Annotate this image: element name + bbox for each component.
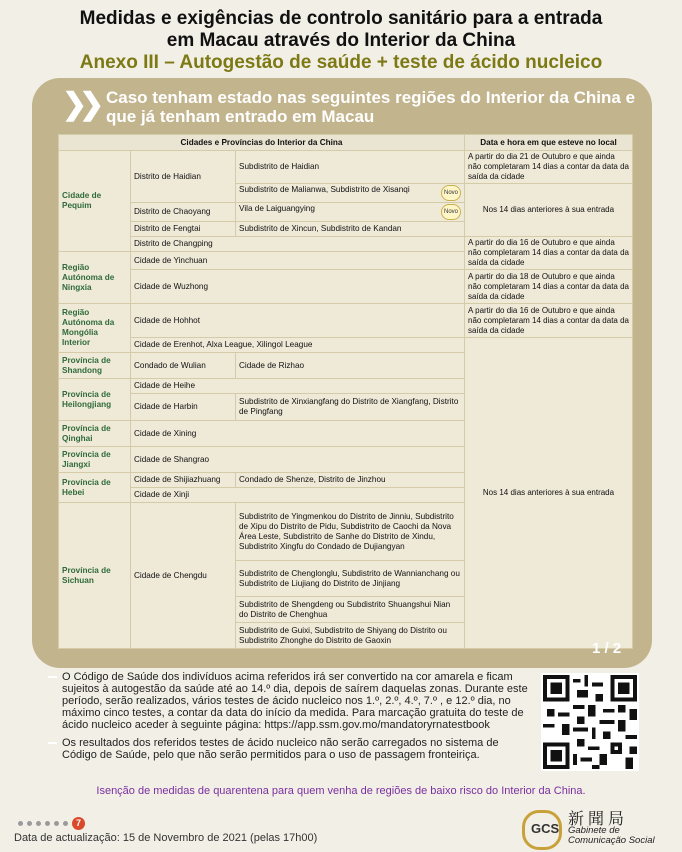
double-chevron-icon: ❯❯ [62,88,97,121]
column-header-regions: Cidades e Províncias do Interior da China [59,135,465,151]
pager-dot[interactable] [18,821,23,826]
table-row [59,151,633,184]
district-text: Vila de Laiguangying [239,204,315,213]
province-cell: Província de Sichuan [59,503,131,649]
province-cell: Cidade de Pequim [59,151,131,252]
quarantine-exemption-link[interactable]: Isenção de medidas de quarentena para quem venha de regiões de baixo risco do Interior da China. [96,785,586,797]
table-row [59,237,633,252]
section-header: Caso tenham estado nas seguintes regiões do Interior da China e que já tenham entrado em Macau [106,88,636,126]
table-header-row [59,135,633,151]
bullet-dash-icon [48,742,57,744]
city-cell: Cidade de Shijiazhuang [131,473,236,488]
title-line-2: em Macau através do Interior da China [166,30,516,51]
logo-portuguese-name: Gabinete de Comunicação Social [568,825,655,846]
district-cell: Subdistrito de Shengdeng ou Subdistrito Shuangshui Nian do Distrito de Chenghua [236,597,465,623]
page-pager [18,815,85,827]
logo-chinese-name: 新聞局 [568,811,629,828]
date-cell: A partir do dia 18 de Outubro e que ainda não completaram 14 dias a contar da data da saída da cidade [465,270,633,304]
city-cell: Cidade de Shangrao [131,447,465,473]
notes-list [48,671,536,767]
table-row [59,304,633,338]
regions-table [58,134,633,649]
date-cell: Nos 14 dias anteriores à sua entrada [465,338,633,649]
city-cell: Cidade de Hohhot [131,304,465,338]
note-text: O Código de Saúde dos indivíduos acima referidos irá ser convertido na cor amarela e ficam sujeitos à autogestão da saúde até ao 14.º dia, depois de saírem daquelas zonas. Durante este período, serão realizados, vários testes de ácido nucleico nos 1.º, 2.º, 4.º, 7.º , e 12.º dia, no máximo cinco testes, a contar da data do início da medida. Para marcação gratuita do teste de ácido nucleico aceder à seguinte página: https://app.ssm.gov.mo/mandatoryrnatestbook [62,671,528,731]
province-cell: Província de Heilongjiang [59,379,131,421]
gcs-logo [516,806,676,850]
city-cell: Cidade de Heihe [131,379,465,394]
note-item [48,737,536,761]
new-badge: Novo [441,185,461,201]
city-cell: Cidade de Erenhot, Alxa League, Xilingol League [131,338,465,353]
city-cell: Cidade de Harbin [131,394,236,421]
date-cell: A partir do dia 21 de Outubro e que ainda não completaram 14 dias a contar da data da saída da cidade [465,151,633,184]
district-cell: Subdistrito de Guixi, Subdistrito de Shiyang do Distrito ou Subdistrito Zhonghe do Distrito de Gaoxin [236,623,465,649]
pager-dot[interactable] [63,821,68,826]
table-row [59,270,633,304]
title-line-1: Medidas e exigências de controlo sanitário para a entrada [79,8,603,29]
city-cell: Distrito de Haidian [131,151,236,203]
district-cell: Subdistrito de Xincun, Subdistrito de Kandan [236,222,465,237]
province-cell: Região Autónoma da Mongólia Interior [59,304,131,353]
qr-code-icon[interactable] [541,673,639,771]
city-cell: Distrito de Fengtai [131,222,236,237]
province-cell: Província de Hebei [59,473,131,503]
note-item [48,671,536,731]
city-cell: Distrito de Changping [131,237,465,252]
new-badge: Novo [441,204,461,220]
city-cell: Condado de Wulian [131,353,236,379]
gcs-emblem-icon: GCS [522,810,562,850]
province-cell: Região Autónoma de Ningxia [59,252,131,304]
district-cell [236,203,465,222]
table-row [59,338,633,353]
city-cell: Distrito de Chaoyang [131,203,236,222]
bullet-dash-icon [48,676,57,678]
pager-dot[interactable] [54,821,59,826]
update-date: Data de actualização: 15 de Novembro de 2021 (pelas 17h00) [14,832,318,844]
district-cell: Subdistrito de Chenglonglu, Subdistrito de Wannianchang ou Subdistrito de Liujiang do Distrito de Jinjiang [236,561,465,597]
annex-title: Anexo III – Autogestão de saúde + teste de ácido nucleico [79,52,603,73]
district-text: Subdistrito de Malianwa, Subdistrito de Xisanqi [239,185,410,194]
pager-current[interactable]: 7 [72,817,85,830]
district-cell [236,184,465,203]
date-cell: A partir do dia 16 de Outubro e que ainda não completaram 14 dias a contar da data da saída da cidade [465,237,633,270]
district-cell: Subdistrito de Yingmenkou do Distrito de Jinniu, Subdistrito de Xipu do Distrito de Pidu, Subdistrito de Caochi da Nova Área Leste, Subdistrito de Sanhe do Distrito de Xindu, Subdistrito Xingfu do Condado de Dujiangyan [236,503,465,561]
city-cell: Cidade de Chengdu [131,503,236,649]
page-indicator: 1 / 2 [592,640,622,657]
date-cell: Nos 14 dias anteriores à sua entrada [465,184,633,237]
city-cell: Cidade de Xining [131,421,465,447]
district-cell: Cidade de Rizhao [236,353,465,379]
province-cell: Província de Jiangxi [59,447,131,473]
city-cell: Cidade de Wuzhong [131,270,465,304]
note-text: Os resultados dos referidos testes de ácido nucleico não serão carregados no sistema de Código de Saúde, pelo que não serão permitidos para o uso de passagem fronteiriça. [62,737,499,761]
city-cell: Cidade de Yinchuan [131,252,465,270]
city-cell: Cidade de Xinji [131,488,465,503]
pager-dot[interactable] [36,821,41,826]
province-cell: Província de Shandong [59,353,131,379]
pager-dot[interactable] [27,821,32,826]
column-header-date: Data e hora em que esteve no local [465,135,633,151]
district-cell: Subdistrito de Xinxiangfang do Distrito de Xiangfang, Distrito de Pingfang [236,394,465,421]
district-cell: Condado de Shenze, Distrito de Jinzhou [236,473,465,488]
district-cell: Subdistrito de Haidian [236,151,465,184]
date-cell: A partir do dia 16 de Outubro e que ainda não completaram 14 dias a contar da data da saída da cidade [465,304,633,338]
province-cell: Província de Qinghai [59,421,131,447]
pager-dot[interactable] [45,821,50,826]
